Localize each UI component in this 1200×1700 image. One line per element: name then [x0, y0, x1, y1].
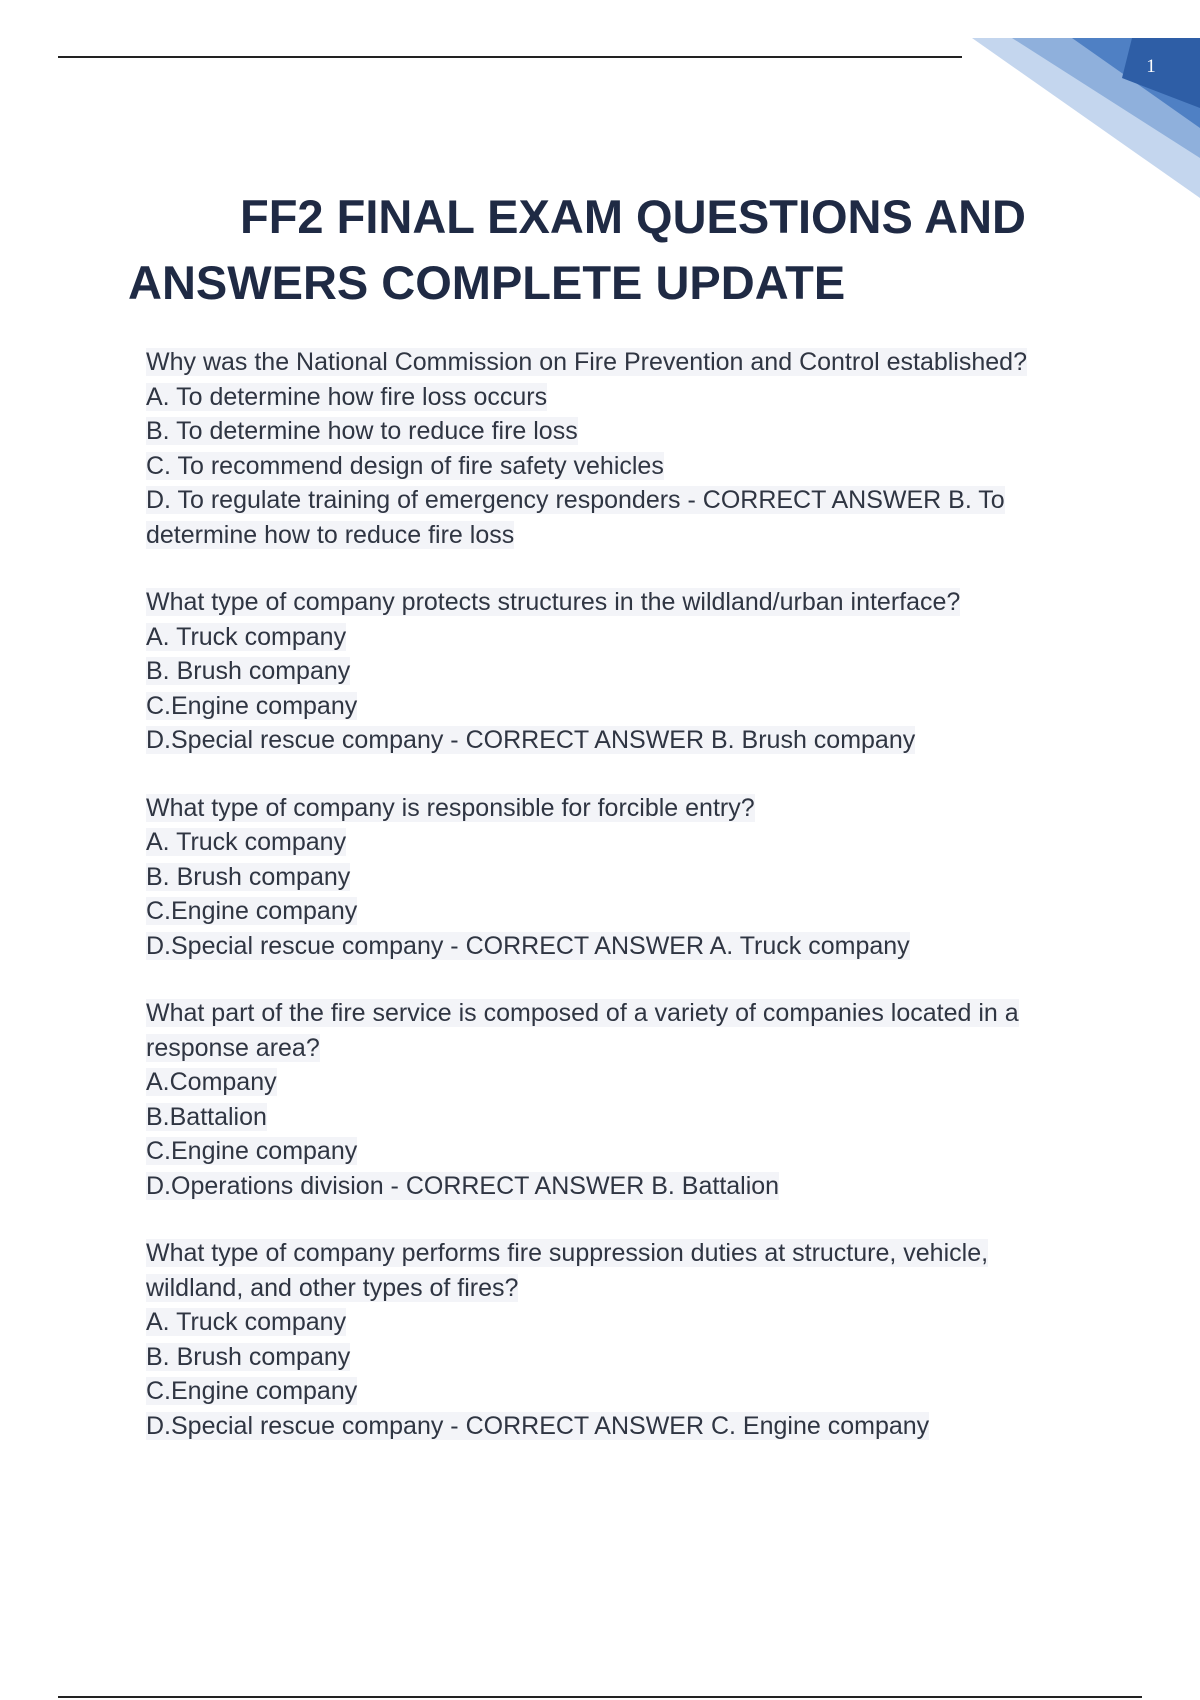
answer-line: [146, 620, 1066, 655]
line-text: A. To determine how fire loss occurs: [146, 382, 548, 411]
question-text: [146, 791, 1066, 826]
answer-line: [146, 1169, 1066, 1204]
question-block: [146, 996, 1066, 1203]
line-text: determine how to reduce fire loss: [146, 520, 515, 549]
document-title: [128, 184, 1088, 316]
answer-line: [146, 825, 1066, 860]
line-text: A. Truck company: [146, 1308, 347, 1336]
answer-line: [146, 1374, 1066, 1409]
answer-line: [146, 518, 1066, 553]
question-block: [146, 345, 1066, 552]
line-text: What part of the fire service is composed of a variety of companies located in a: [146, 999, 1019, 1027]
line-text: B. Brush company: [146, 1342, 351, 1371]
answer-line: [146, 929, 1066, 964]
question-text: [146, 996, 1066, 1031]
header-rule: [58, 56, 962, 58]
footer-rule: [58, 1696, 1142, 1698]
answer-line: [146, 1409, 1066, 1444]
line-text: What type of company performs fire suppression duties at structure, vehicle,: [146, 1239, 989, 1267]
answer-line: [146, 723, 1066, 758]
answer-line: [146, 1100, 1066, 1135]
answer-line: [146, 1271, 1066, 1306]
question-block: [146, 585, 1066, 758]
line-text: B. Brush company: [146, 657, 351, 685]
question-block: [146, 1236, 1066, 1443]
title-line-1: FF2 FINAL EXAM QUESTIONS AND: [240, 190, 1026, 243]
line-text: D.Special rescue company - CORRECT ANSWER C. Engine company: [146, 1411, 930, 1440]
answer-line: [146, 654, 1066, 689]
line-text: What type of company is responsible for forcible entry?: [146, 793, 755, 822]
line-text: D.Special rescue company - CORRECT ANSWER A. Truck company: [146, 931, 910, 960]
line-text: C.Engine company: [146, 897, 358, 925]
title-line-2: ANSWERS COMPLETE UPDATE: [128, 256, 846, 309]
answer-line: [146, 1134, 1066, 1169]
question-text: [146, 585, 1066, 620]
question-block: [146, 791, 1066, 964]
answer-line: [146, 414, 1066, 449]
line-text: wildland, and other types of fires?: [146, 1273, 519, 1302]
line-text: response area?: [146, 1033, 320, 1062]
line-text: B. To determine how to reduce fire loss: [146, 417, 578, 445]
answer-line: [146, 860, 1066, 895]
line-text: D. To regulate training of emergency responders - CORRECT ANSWER B. To: [146, 486, 1005, 514]
answer-line: [146, 1031, 1066, 1066]
answer-line: [146, 449, 1066, 484]
line-text: A. Truck company: [146, 622, 347, 651]
answer-line: [146, 1305, 1066, 1340]
line-text: C.Engine company: [146, 1137, 358, 1165]
question-text: [146, 1236, 1066, 1271]
line-text: A.Company: [146, 1068, 277, 1096]
answer-line: [146, 1065, 1066, 1100]
line-text: B. Brush company: [146, 862, 351, 891]
line-text: Why was the National Commission on Fire Prevention and Control established?: [146, 348, 1027, 376]
line-text: What type of company protects structures in the wildland/urban interface?: [146, 588, 961, 616]
line-text: C.Engine company: [146, 691, 358, 720]
line-text: C. To recommend design of fire safety vehicles: [146, 451, 664, 480]
line-text: C.Engine company: [146, 1377, 358, 1405]
corner-decoration: [972, 38, 1200, 198]
question-list: [146, 345, 1066, 1476]
line-text: A. Truck company: [146, 828, 347, 856]
line-text: D.Operations division - CORRECT ANSWER B. Battalion: [146, 1171, 780, 1200]
line-text: D.Special rescue company - CORRECT ANSWER B. Brush company: [146, 726, 916, 754]
page-number: 1: [1146, 56, 1156, 77]
line-text: B.Battalion: [146, 1102, 267, 1131]
answer-line: [146, 380, 1066, 415]
answer-line: [146, 894, 1066, 929]
question-text: [146, 345, 1066, 380]
answer-line: [146, 483, 1066, 518]
answer-line: [146, 689, 1066, 724]
answer-line: [146, 1340, 1066, 1375]
